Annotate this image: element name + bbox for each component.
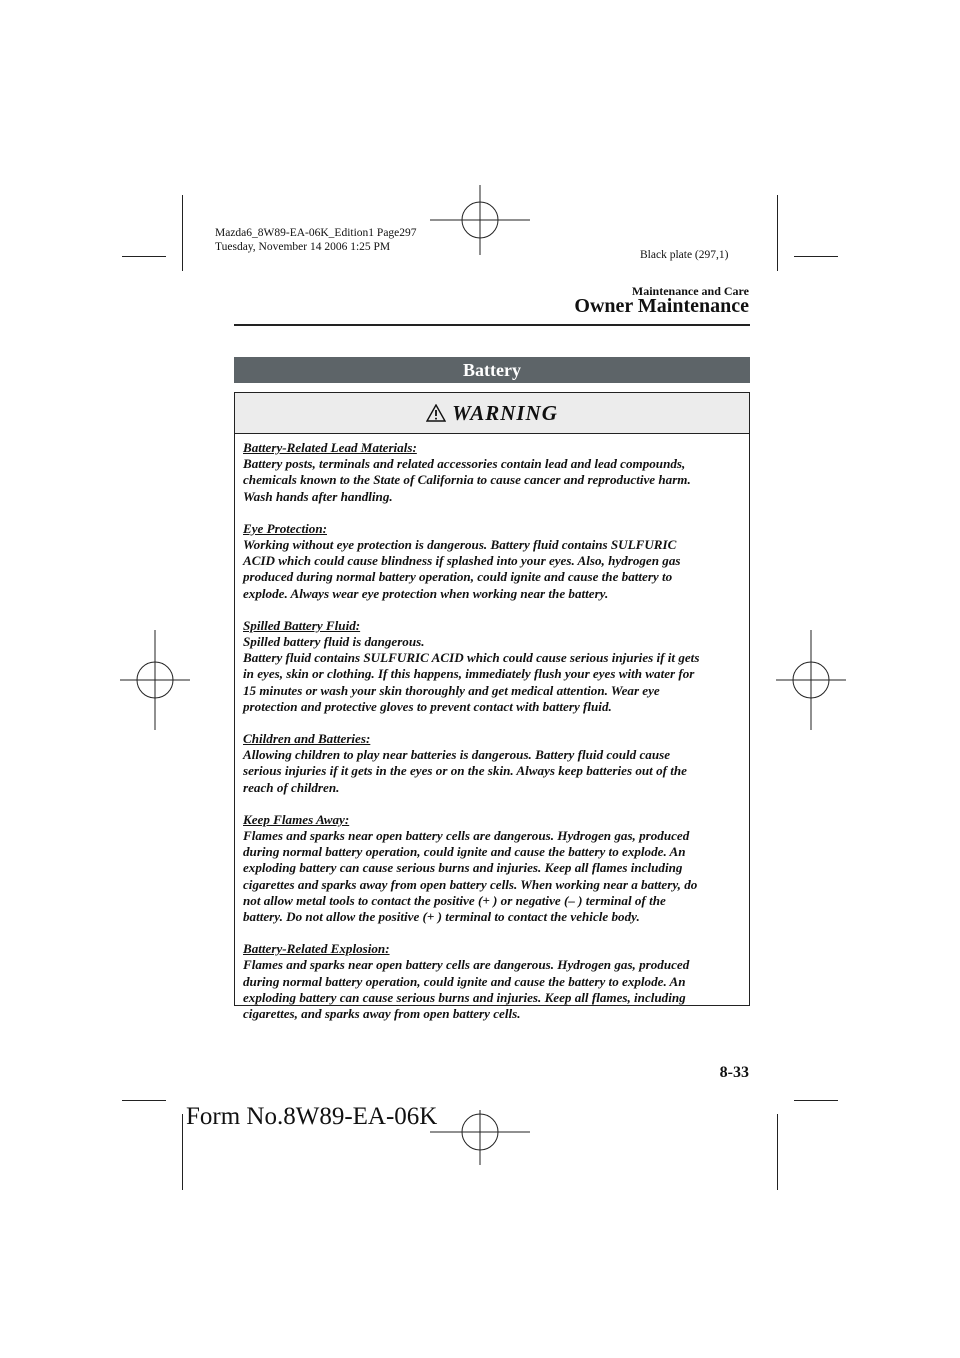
warning-line: not allow metal tools to contact the positive (+ ) or negative (– ) terminal of the (243, 892, 666, 908)
warning-line: protection and protective gloves to prevent contact with battery fluid. (243, 698, 612, 714)
section-title: Owner Maintenance (574, 295, 749, 317)
registration-mark-top-icon (430, 180, 530, 260)
warning-line: Battery posts, terminals and related accessories contain lead and lead compounds, (243, 456, 686, 472)
warning-line: Flames and sparks near open battery cells are dangerous. Hydrogen gas, produced (243, 828, 690, 844)
warning-line: during normal battery operation, could ignite and cause the battery to explode. An (243, 844, 686, 860)
warning-line: Battery fluid contains SULFURIC ACID which could cause serious injuries if it gets (243, 650, 700, 666)
warning-box (234, 392, 750, 1022)
banner-title: Battery (463, 359, 521, 380)
crop-mark (777, 1114, 778, 1190)
page-number: 8-33 (719, 1064, 749, 1081)
warning-line: Allowing children to play near batteries is dangerous. Battery fluid could cause (243, 747, 671, 763)
warning-heading: Battery-Related Explosion: (243, 941, 390, 957)
warning-line: reach of children. (243, 779, 340, 795)
crop-mark (122, 256, 166, 257)
warning-block-children (243, 731, 741, 796)
warning-triangle-icon (426, 404, 446, 422)
warning-line: exploding battery can cause serious burns and injuries. Keep all flames including (243, 860, 683, 876)
form-number: Form No.8W89-EA-06K (186, 1103, 438, 1130)
warning-heading: Battery-Related Lead Materials: (243, 440, 417, 455)
warning-block-lead (243, 440, 741, 505)
warning-block-explosion (243, 941, 741, 1022)
warning-line: cigarettes and sparks away from open battery cells. When working near a battery, do (243, 876, 698, 892)
crop-mark (794, 1100, 838, 1101)
crop-mark (182, 1114, 183, 1190)
print-meta (215, 226, 417, 254)
plate-label: Black plate (297,1) (640, 249, 729, 261)
warning-line: exploding battery can cause serious burns and injuries. Keep all flames, including (243, 989, 686, 1005)
warning-line: Spilled battery fluid is dangerous. (243, 634, 425, 650)
warning-line: during normal battery operation, could ignite and cause the battery to explode. An (243, 973, 686, 989)
section-label: Maintenance and Care (631, 284, 749, 298)
warning-heading: Eye Protection: (243, 520, 327, 536)
warning-heading: Children and Batteries: (243, 731, 371, 747)
registration-mark-bottom-icon (430, 1110, 530, 1165)
warning-line: in eyes, skin or clothing. If this happens, immediately flush your eyes with water for (243, 666, 695, 682)
print-meta-file: Mazda6_8W89-EA-06K_Edition1 Page297 (215, 227, 417, 239)
warning-block-eye (243, 521, 741, 602)
warning-title: WARNING (452, 400, 558, 425)
crop-mark (794, 256, 838, 257)
warning-header (235, 393, 749, 434)
warning-line: Flames and sparks near open battery cells are dangerous. Hydrogen gas, produced (243, 957, 690, 973)
crop-mark (777, 195, 778, 271)
warning-line: 15 minutes or wash your skin thoroughly and get medical attention. Wear eye (243, 682, 660, 698)
warning-line: explode. Always wear eye protection when working near the battery. (243, 585, 609, 601)
warning-block-spilled (243, 618, 741, 715)
warning-body (235, 434, 749, 1022)
warning-heading: Spilled Battery Fluid: (243, 617, 361, 633)
warning-line: produced during normal battery operation, could ignite and cause the battery to (243, 569, 673, 585)
print-meta-date: Tuesday, November 14 2006 1:25 PM (215, 241, 391, 253)
registration-mark-left-icon (120, 630, 190, 730)
warning-line: cigarettes, and sparks away from open battery cells. (243, 1006, 521, 1022)
crop-mark (182, 195, 183, 271)
registration-mark-right-icon (776, 630, 846, 730)
warning-line: battery. Do not allow the positive (+ ) terminal to contact the vehicle body. (243, 909, 640, 925)
crop-mark (122, 1100, 166, 1101)
warning-line: serious injuries if it gets in the eyes or on the skin. Always keep batteries out of the (243, 763, 687, 779)
header-rule (234, 324, 750, 326)
warning-line: chemicals known to the State of California to cause cancer and reproductive harm. (243, 472, 691, 488)
warning-line: Wash hands after handling. (243, 488, 393, 504)
warning-line: Working without eye protection is dangerous. Battery fluid contains SULFURIC (243, 537, 677, 553)
warning-heading: Keep Flames Away: (243, 811, 350, 827)
warning-block-flames (243, 812, 741, 925)
battery-banner (234, 357, 750, 383)
warning-line: ACID which could cause blindness if splashed into your eyes. Also, hydrogen gas (243, 553, 681, 569)
